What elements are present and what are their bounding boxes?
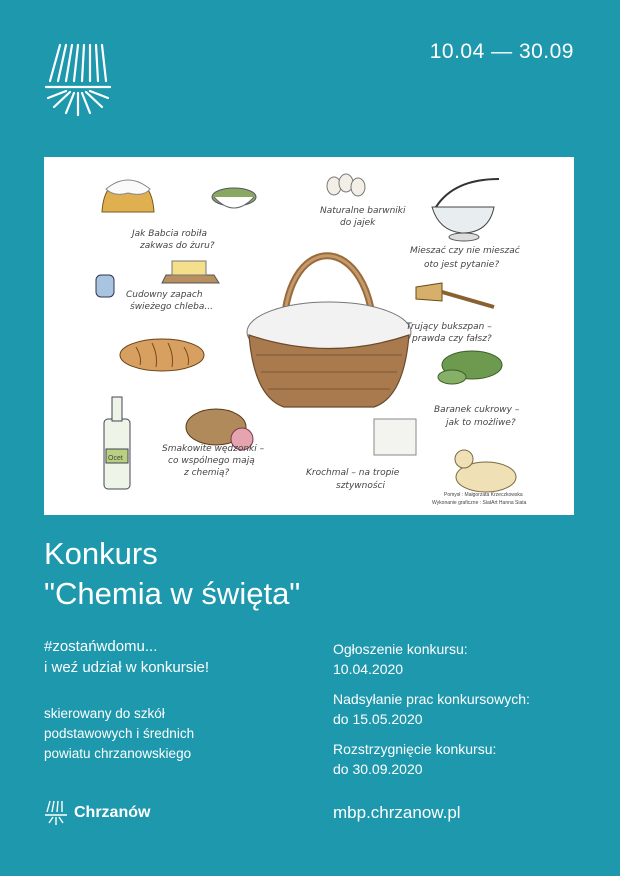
caption: z chemią? bbox=[184, 468, 230, 478]
butter-icon bbox=[162, 261, 219, 283]
caption: oto jest pytanie? bbox=[424, 260, 500, 270]
caption: prawda czy fałsz? bbox=[412, 334, 492, 344]
result-label: Rozstrzygnięcie konkursu: bbox=[333, 741, 497, 757]
left-column bbox=[44, 636, 304, 764]
result-date: do 30.09.2020 bbox=[333, 761, 423, 777]
title-line-2: "Chemia w święta" bbox=[44, 576, 301, 611]
caption: Cudowny zapach bbox=[126, 290, 203, 300]
eggs-icon bbox=[327, 174, 365, 196]
sunrise-small-icon bbox=[44, 800, 68, 826]
audience-line: skierowany do szkół bbox=[44, 706, 165, 721]
gravy-boat-icon bbox=[432, 179, 499, 241]
audience-line: powiatu chrzanowskiego bbox=[44, 746, 192, 761]
salt-shaker-icon bbox=[96, 275, 114, 297]
brush-icon bbox=[416, 283, 494, 307]
caption: zakwas do żuru? bbox=[140, 241, 215, 251]
brand-name: Chrzanów bbox=[74, 804, 151, 821]
result-block bbox=[333, 739, 593, 779]
sunrise-logo-icon bbox=[44, 43, 112, 121]
vinegar-bottle-icon bbox=[104, 397, 130, 489]
caption: Smakowite wędzonki – bbox=[162, 444, 265, 454]
bread-loaf-icon bbox=[120, 339, 204, 371]
credit-graphics: Wykonanie graficzne : SiatArt Hanna Siata bbox=[432, 500, 527, 506]
announce-date: 10.04.2020 bbox=[333, 661, 404, 677]
caption: co wspólnego mają bbox=[168, 456, 255, 466]
illustration-panel bbox=[44, 157, 574, 515]
submit-label: Nadsyłanie prac konkursowych: bbox=[333, 691, 530, 707]
caption: sztywności bbox=[336, 481, 385, 491]
title-line-1: Konkurs bbox=[44, 536, 158, 571]
boxwood-icon bbox=[438, 351, 502, 384]
caption: Krochmal – na tropie bbox=[306, 468, 400, 478]
submit-date: do 15.05.2020 bbox=[333, 711, 423, 727]
hashtag: #zostańwdomu... bbox=[44, 638, 158, 655]
date-range: 10.04 — 30.09 bbox=[429, 40, 574, 63]
right-column bbox=[333, 639, 593, 789]
caption: Mieszać czy nie mieszać bbox=[410, 246, 520, 256]
bowl-icon bbox=[212, 188, 256, 208]
website-link[interactable]: mbp.chrzanow.pl bbox=[333, 803, 461, 822]
starch-icon bbox=[374, 419, 416, 455]
easter-basket-illustration bbox=[44, 157, 574, 515]
caption: świeżego chleba... bbox=[130, 302, 213, 312]
announce-block bbox=[333, 639, 593, 679]
invite-text: i weź udział w konkursie! bbox=[44, 659, 210, 676]
caption: Jak Babcia robiła bbox=[132, 229, 207, 239]
babka-cake-icon bbox=[102, 180, 154, 212]
brand-logo bbox=[44, 800, 150, 826]
bottle-label: Ocet bbox=[108, 455, 123, 462]
submit-block bbox=[333, 689, 593, 729]
caption: Trujący bukszpan – bbox=[406, 322, 492, 332]
caption: jak to możliwe? bbox=[446, 418, 516, 428]
basket-icon bbox=[247, 256, 411, 407]
caption: Naturalne barwniki bbox=[320, 206, 406, 216]
caption: do jajek bbox=[340, 218, 376, 228]
audience-line: podstawowych i średnich bbox=[44, 726, 195, 741]
sugar-lamb-icon bbox=[455, 450, 516, 492]
credit-idea: Pomysł : Małgorzata Krzeczkowska bbox=[444, 492, 523, 498]
announce-label: Ogłoszenie konkursu: bbox=[333, 641, 468, 657]
caption: Baranek cukrowy – bbox=[434, 405, 520, 415]
